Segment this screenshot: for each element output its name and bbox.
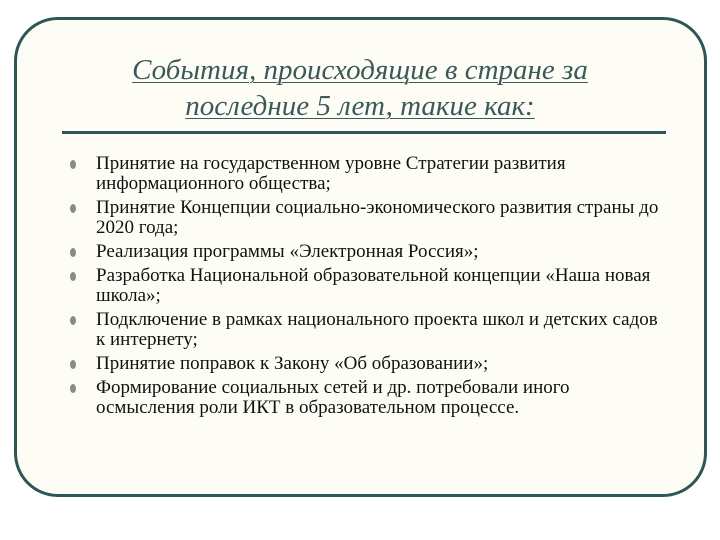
bullet-text: Принятие на государственном уровне Стратегии развития информационного общества;	[96, 153, 566, 194]
bullet-dot-icon	[70, 160, 76, 169]
bullet-text: Принятие поправок к Закону «Об образовании»;	[96, 353, 489, 374]
bullet-item	[64, 310, 664, 350]
slide-title	[60, 52, 660, 124]
bullet-dot-icon	[70, 316, 76, 325]
bullet-item	[64, 242, 664, 262]
bullet-item	[64, 154, 664, 194]
bullet-item	[64, 378, 664, 418]
bullet-dot-icon	[70, 360, 76, 369]
bullet-item	[64, 354, 664, 374]
bullet-text: Подключение в рамках национального проекта школ и детских садов к интернету;	[96, 309, 658, 350]
bullet-text: Принятие Концепции социально-экономического развития страны до 2020 года;	[96, 197, 659, 238]
title-divider	[62, 131, 666, 134]
title-line-2: последние 5 лет, такие как:	[185, 90, 535, 122]
bullet-text: Реализация программы «Электронная Россия»;	[96, 241, 479, 262]
bullet-dot-icon	[70, 204, 76, 213]
bullet-list	[64, 154, 664, 422]
bullet-text: Формирование социальных сетей и др. потребовали иного осмысления роли ИКТ в образовательном процессе.	[96, 377, 570, 418]
title-line-1: События, происходящие в стране за	[132, 54, 588, 86]
bullet-item	[64, 266, 664, 306]
bullet-item	[64, 198, 664, 238]
bullet-dot-icon	[70, 248, 76, 257]
bullet-text: Разработка Национальной образовательной концепции «Наша новая школа»;	[96, 265, 651, 306]
bullet-dot-icon	[70, 272, 76, 281]
bullet-dot-icon	[70, 384, 76, 393]
